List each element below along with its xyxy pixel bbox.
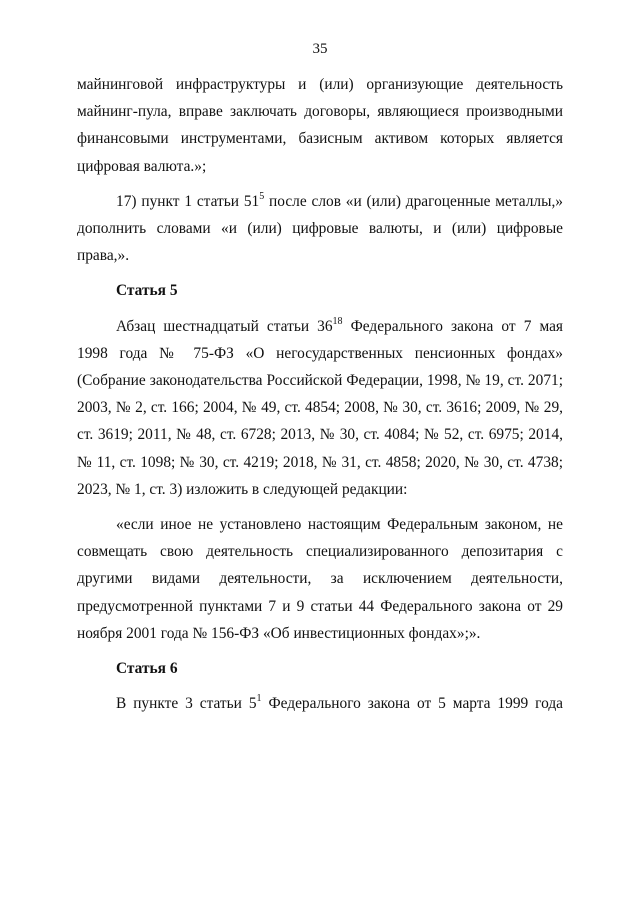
page-number: 35: [312, 41, 328, 57]
paragraph-article-5-end: Федерального закона от 7 мая 1998 года № 75-ФЗ «О негосударственных пенсионных фондах» (Собрание законодательства Российской Федерации, 1998, № 19, ст. 2071; 2003, № 2, ст. 166; 2004, № 49, ст. 4854; 2008, № 30, ст. 3616; 2009, № 29, ст. 3619; 2011, № 48, ст. 6728; 2013, № 30, ст. 4084; № 52, ст. 6975; 2014, № 11, ст. 1098; № 30, ст. 4219; 2018, № 31, ст. 4858; 2020, № 30, ст. 4738; 2023, № 1, ст. 3) изложить в следующей редакции:: [77, 317, 563, 498]
paragraph-article-6: [77, 690, 563, 717]
article-5-heading: Статья 5: [116, 282, 178, 300]
paragraph-quote: «если иное не установлено настоящим Федеральным законом, не совмещать свою деятельность специализированного депозитария с другими видами деятельности, за исключением деятельности, предусмотренной пунктами 7 и 9 статьи 44 Федерального закона от 29 ноября 2001 года № 156-ФЗ «Об инвестиционных фондах»;».: [77, 516, 563, 642]
paragraph-article-6-end: Федерального закона от 5 марта 1999 года: [261, 695, 563, 713]
superscript: 1: [256, 693, 262, 705]
paragraph-article-6-start: В пункте 3 статьи 5: [116, 695, 257, 713]
paragraph-continuation: майнинговой инфраструктуры и (или) организующие деятельность майнинг-пула, вправе заключать договоры, являющиеся производными финансовыми инструментами, базисным активом которых является цифровая валюта.»;: [77, 76, 563, 175]
superscript: 5: [259, 190, 265, 202]
superscript: 18: [332, 315, 343, 327]
document-body: [77, 71, 563, 717]
paragraph-article-5-start: Абзац шестнадцатый статьи 36: [116, 317, 333, 335]
paragraph-item-17-start: 17) пункт 1 статьи 51: [116, 192, 260, 210]
paragraph-item-17-end: после слов «и (или) драгоценные металлы,» дополнить словами «и (или) цифровые валюты, и (или) цифровые права,».: [77, 192, 563, 265]
paragraph-article-5: [77, 313, 563, 503]
article-6-heading: Статья 6: [116, 660, 178, 678]
paragraph-item-17: [77, 188, 563, 270]
